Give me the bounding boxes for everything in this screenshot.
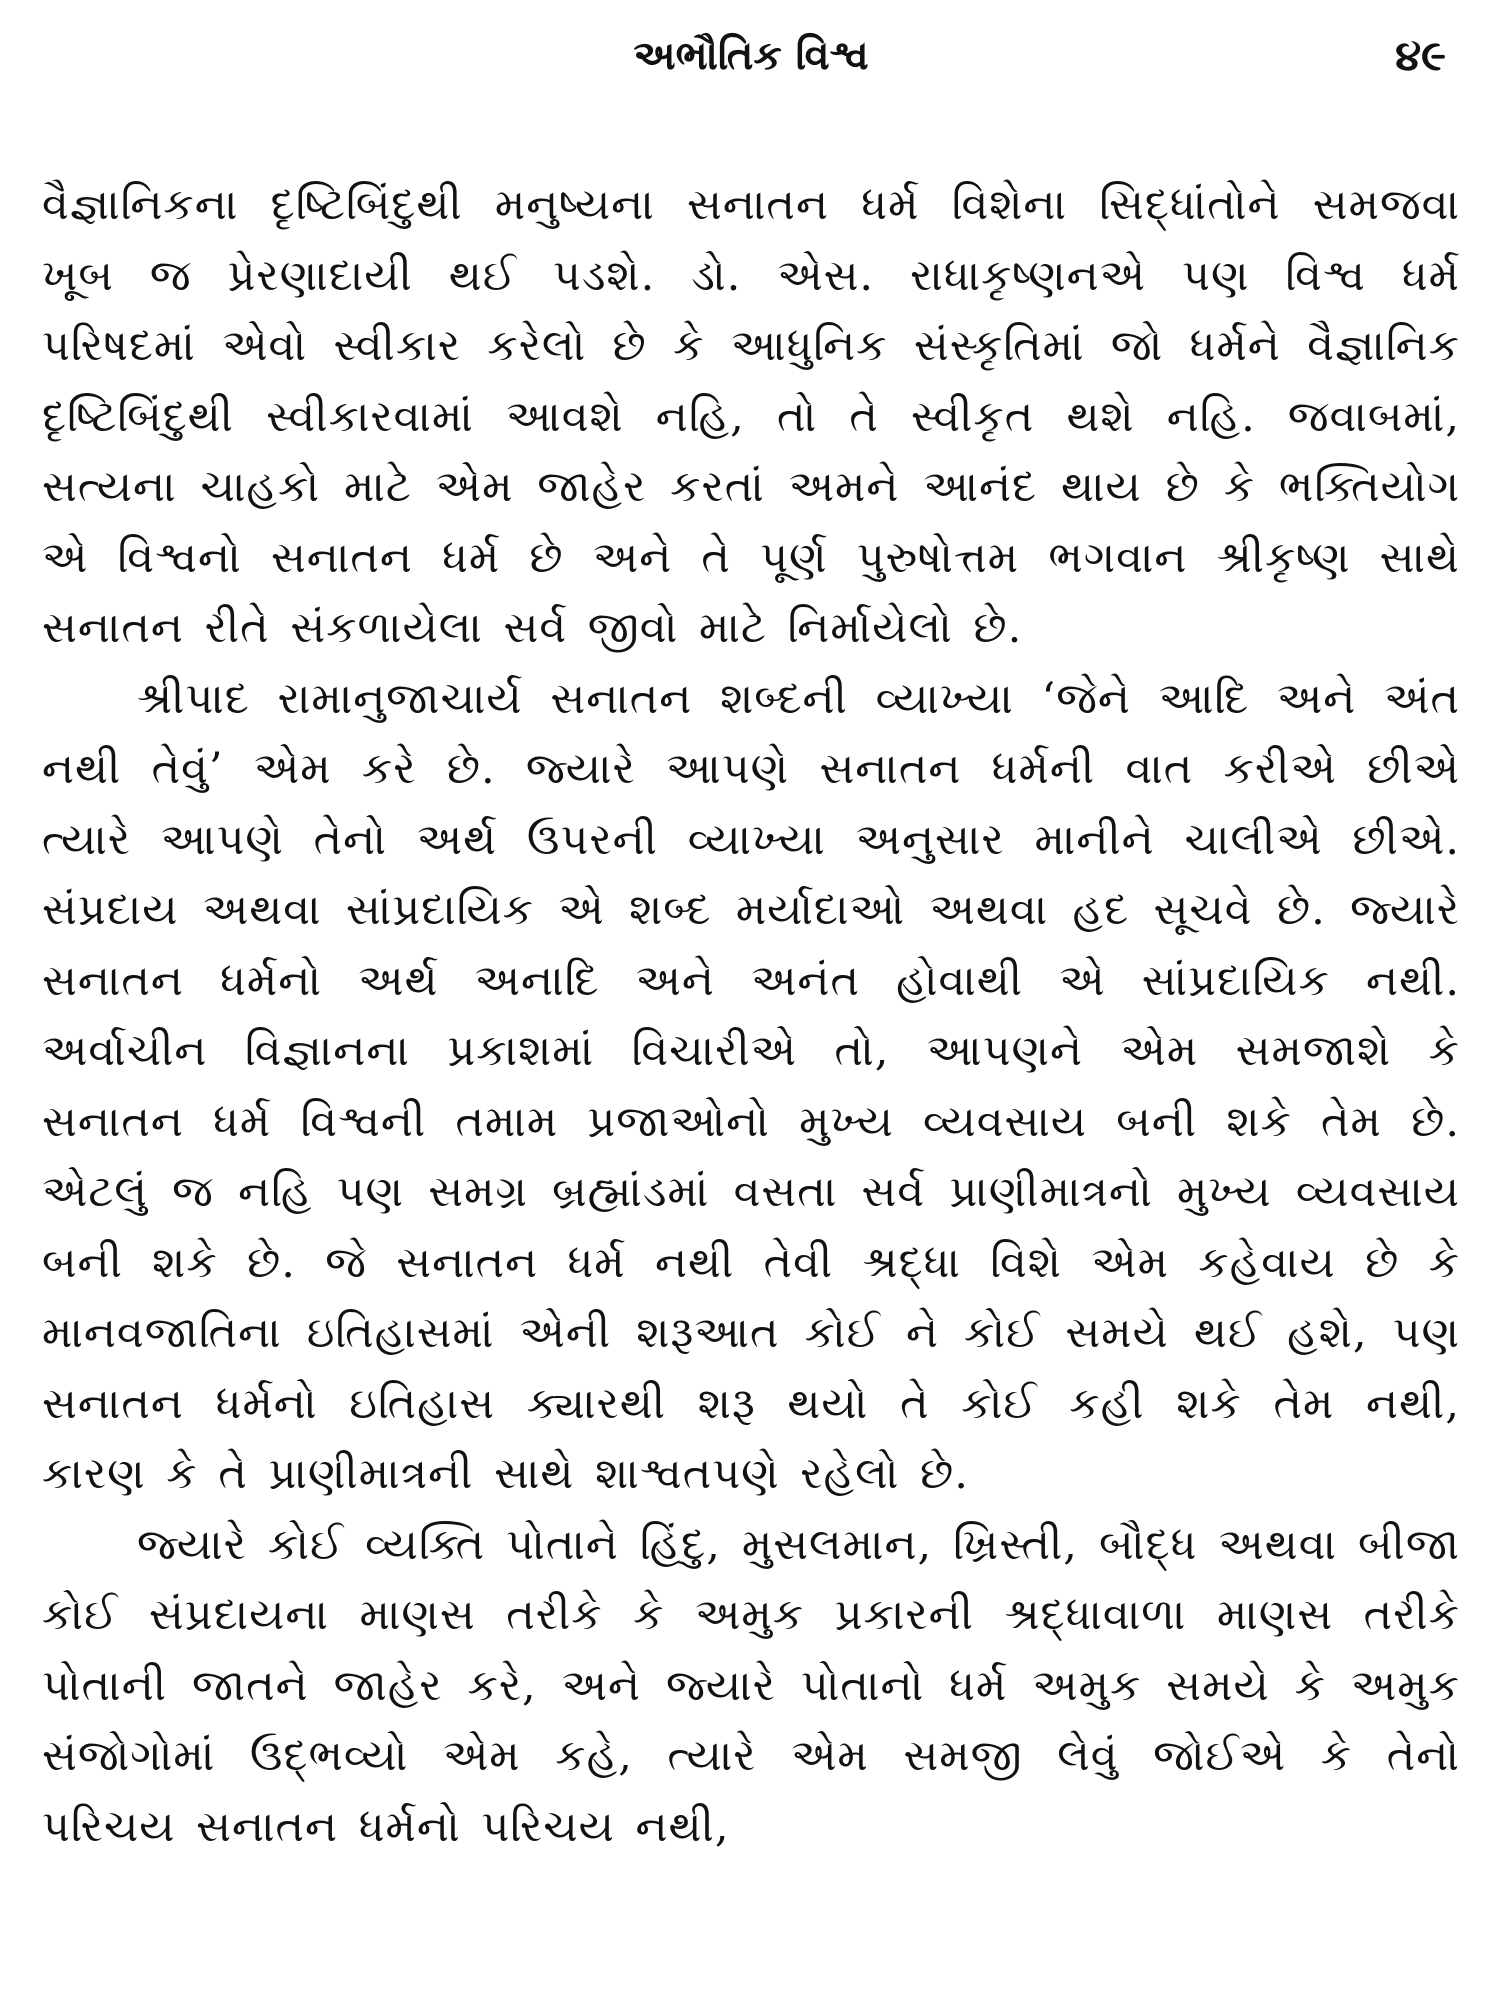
paragraph-3: જ્યારે કોઈ વ્યક્તિ પોતાને હિંદુ, મુસલમાન, ખ્રિસ્તી, બૌદ્ધ અથવા બીજા કોઈ સંપ્રદાયના માણસ તરીકે કે અમુક પ્રકારની શ્રદ્ધાવાળા માણસ તરીકે પોતાની જાતને જાહેર કરે, અને જ્યારે પોતાનો ધર્મ અમુક સમયે કે અમુક સંજોગોમાં ઉદ્ભવ્યો એમ કહે, ત્યારે એમ સમજી લેવું જોઈએ કે તેનો પરિચય સનાતન ધર્મનો પરિચય નથી, bbox=[42, 1519, 1460, 1852]
running-header bbox=[42, 22, 1460, 102]
running-title: અભૌતિક વિશ્વ bbox=[633, 33, 869, 79]
paragraph-1: વૈજ્ઞાનિકના દૃષ્ટિબિંદુથી મનુષ્યના સનાતન ધર્મ વિશેના સિદ્ધાંતોને સમજવા ખૂબ જ પ્રેરણાદાયી થઈ પડશે. ડો. એસ. રાધાકૃષ્ણનએ પણ વિશ્વ ધર્મ પરિષદમાં એવો સ્વીકાર કરેલો છે કે આધુનિક સંસ્કૃતિમાં જો ધર્મને વૈજ્ઞાનિક દૃષ્ટિબિંદુથી સ્વીકારવામાં આવશે નહિ, તો તે સ્વીકૃત થશે નહિ. જવાબમાં, સત્યના ચાહકો માટે એમ જાહેર કરતાં અમને આનંદ થાય છે કે ભક્તિયોગ એ વિશ્વનો સનાતન ધર્મ છે અને તે પૂર્ણ પુરુષોત્તમ ભગવાન શ્રીકૃષ્ણ સાથે સનાતન રીતે સંકળાયેલા સર્વ જીવો માટે નિર્માયેલો છે. bbox=[42, 180, 1460, 653]
paragraph-2: શ્રીપાદ રામાનુજાચાર્ય સનાતન શબ્દની વ્યાખ્યા ‘જેને આદિ અને અંત નથી તેવું’ એમ કરે છે. જ્યારે આપણે સનાતન ધર્મની વાત કરીએ છીએ ત્યારે આપણે તેનો અર્થ ઉપરની વ્યાખ્યા અનુસાર માનીને ચાલીએ છીએ. સંપ્રદાય અથવા સાંપ્રદાયિક એ શબ્દ મર્યાદાઓ અથવા હદ સૂચવે છે. જ્યારે સનાતન ધર્મનો અર્થ અનાદિ અને અનંત હોવાથી એ સાંપ્રદાયિક નથી. અર્વાચીન વિજ્ઞાનના પ્રકાશમાં વિચારીએ તો, આપણને એમ સમજાશે કે સનાતન ધર્મ વિશ્વની તમામ પ્રજાઓનો મુખ્ય વ્યવસાય બની શકે તેમ છે. એટલું જ નહિ પણ સમગ્ર બ્રહ્માંડમાં વસતા સર્વ પ્રાણીમાત્રનો મુખ્ય વ્યવસાય બની શકે છે. જે સનાતન ધર્મ નથી તેવી શ્રદ્ધા વિશે એમ કહેવાય છે કે માનવજાતિના ઇતિહાસમાં એની શરૂઆત કોઈ ને કોઈ સમયે થઈ હશે, પણ સનાતન ધર્મનો ઇતિહાસ ક્યારથી શરૂ થયો તે કોઈ કહી શકે તેમ નથી, કારણ કે તે પ્રાણીમાત્રની સાથે શાશ્વતપણે રહેલો છે. bbox=[42, 673, 1460, 1499]
body-text bbox=[42, 170, 1460, 1862]
page-number: ૪૯ bbox=[1395, 31, 1446, 80]
